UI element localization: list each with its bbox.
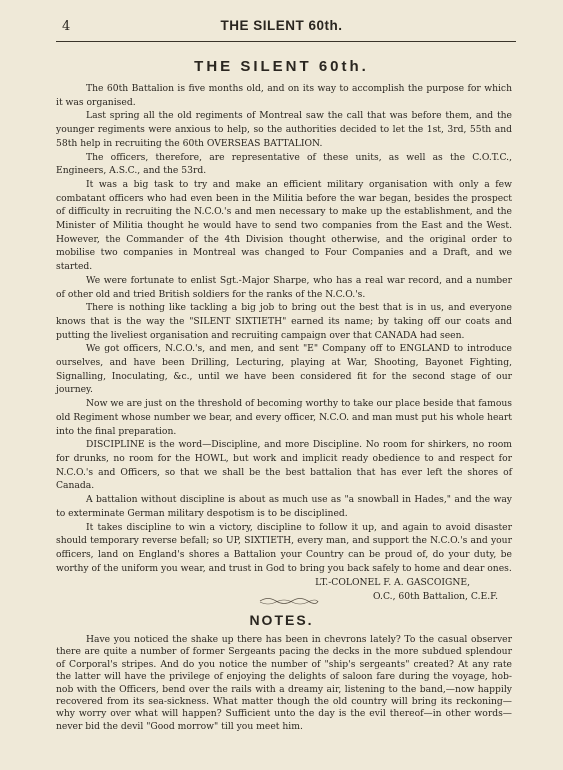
article-paragraph: DISCIPLINE is the word—Discipline, and more Discipline. No room for shirkers, no room for drunks, no room for the HOWL, but work and implicit ready obedience to and respect for N.C.O.'s and Officers, so that we shall be the best battalion that has ever left the shores of Canada. — [56, 439, 512, 492]
signature-name: LT.-COLONEL F. A. GASCOIGNE, — [315, 577, 470, 589]
article-paragraph: Last spring all the old regiments of Montreal saw the call that was before them, and the younger regiments were anxious to help, so the authorities decided to let the 1st, 3rd, 55th and 58th help in recruiting the 60th OVERSEAS BATTALION. — [56, 110, 512, 149]
article-paragraph: The 60th Battalion is five months old, and on its way to accomplish the purpose for which it was organised. — [56, 83, 512, 108]
article-paragraph: We were fortunate to enlist Sgt.-Major Sharpe, who has a real war record, and a number of other old and tried British soldiers for the ranks of the N.C.O.'s. — [56, 274, 512, 300]
article-body — [56, 82, 512, 604]
article-paragraph: We got officers, N.C.O.'s, and men, and sent "E" Company off to ENGLAND to introduce ourselves, and have been Drilling, Lecturing, playing at War, Shooting, Bayonet Fighting, Signalling, Inoculating, &c., until we have been considered fit for the second stage of our journey. — [56, 343, 512, 396]
notes-title: NOTES. — [249, 612, 314, 628]
article-title: THE SILENT 60th. — [194, 58, 369, 75]
header-rule — [56, 41, 516, 42]
article-paragraph: It takes discipline to win a victory, discipline to follow it up, and again to avoid disaster should temporary reverse befall; so UP, SIXTIETH, every man, and support the N.C.O.'s and your officers, land on England's shores a Battalion your Country can be proud of, do your duty, be worthy of the uniform you wear, and trust in God to bring you back safely to home and dear ones. — [56, 521, 512, 574]
article-paragraph: The officers, therefore, are representative of these units, as well as the C.O.T.C., Engineers, A.S.C., and the 53rd. — [56, 151, 512, 177]
divider-ornament — [258, 596, 320, 606]
article-paragraph: A battalion without discipline is about as much use as "a snowball in Hades," and the way to exterminate German military despotism is to be disciplined. — [56, 494, 512, 519]
article-paragraph: Now we are just on the threshold of becoming worthy to take our place beside that famous old Regiment whose number we bear, and every officer, N.C.O. and man must put his whole heart into the final preparation. — [56, 398, 512, 437]
article-paragraph: There is nothing like tackling a big job to bring out the best that is in us, and everyone knows that is the way the "SILENT SIXTIETH" earned its name; by taking off our coats and putting the liveliest organisation and recruiting campaign over that CANADA had seen. — [56, 302, 512, 341]
page-number: 4 — [62, 19, 71, 34]
running-header — [0, 14, 563, 36]
article-paragraph: It was a big task to try and make an efficient military organisation with only a few combatant officers who had even been in the Militia before the war began, besides the prospect of difficulty in recruiting the N.C.O.'s and men necessary to make up the establishment, and the Minister of Militia thought he would have to send two companies from the East and the West. However, the Commander of the 4th Division thought otherwise, and the original order to mobilise two companies in Montreal was changed to Four Companies and a Draft, and we started. — [56, 178, 512, 273]
notes-paragraph: Have you noticed the shake up there has been in chevrons lately? To the casual observer there are quite a number of former Sergeants pacing the decks in the more subdued splendour of Corporal's stripes. And do you notice the number of "ship's sergeants" created? At any rate the latter will have the privilege of enjoying the delights of saloon fare during the voyage, hob-nob with the Officers, bend over the rails with a dreamy air, listening to the band,—now happily recovered from its sea-sickness. What matter though the old country will bring its reckoning—why worry over what will happen? Sufficient unto the day is the evil thereof—in other words—never bid the devil "Good morrow" till you meet him. — [56, 634, 512, 732]
running-title: THE SILENT 60th. — [220, 18, 343, 33]
signature-unit: O.C., 60th Battalion, C.E.F. — [373, 591, 498, 603]
notes-body — [56, 634, 512, 733]
